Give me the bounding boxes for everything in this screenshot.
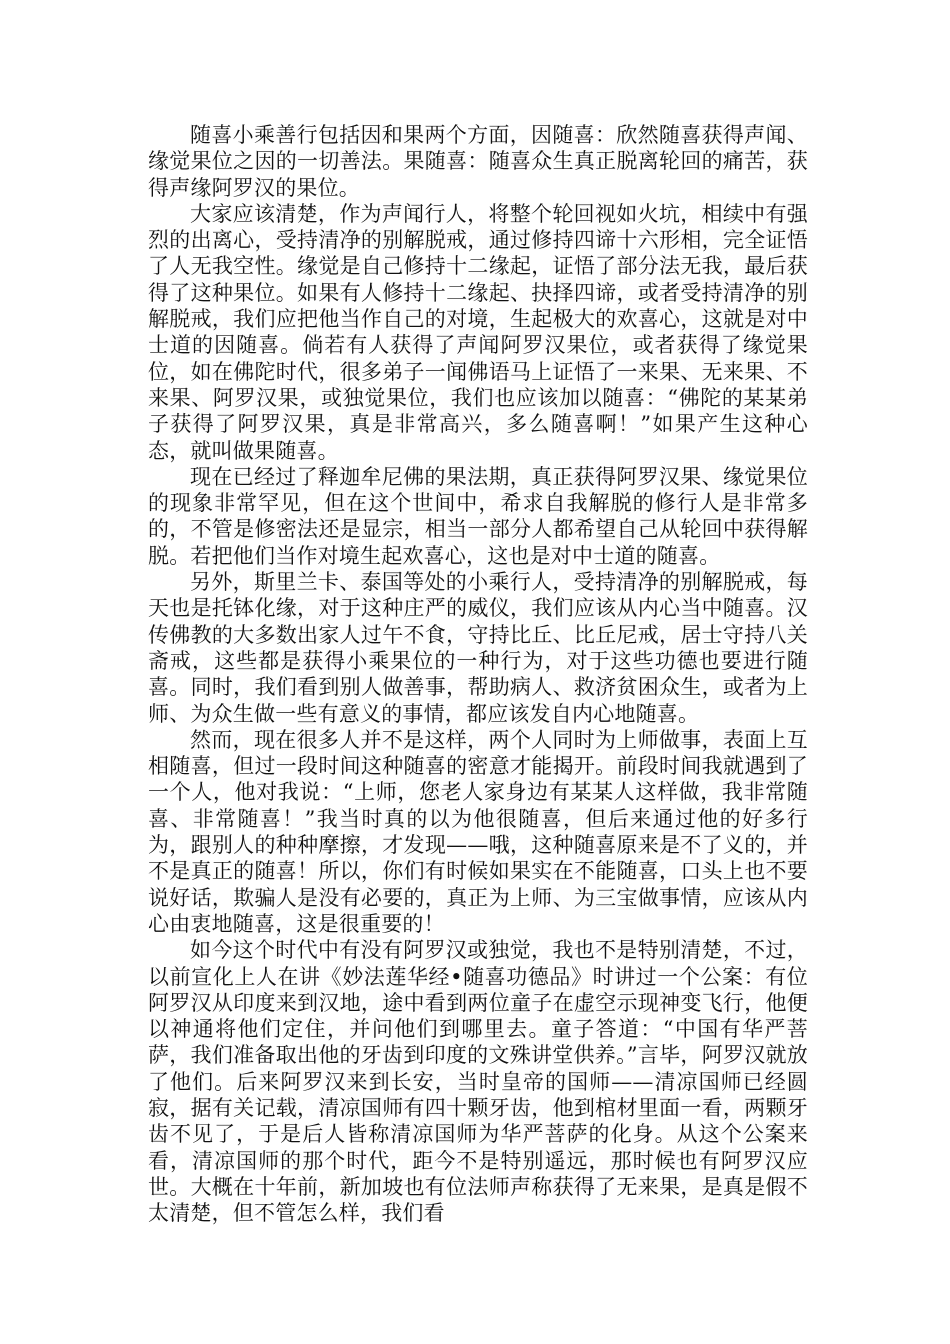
paragraph-3: 现在已经过了释迦牟尼佛的果法期，真正获得阿罗汉果、缘觉果位的现象非常罕见，但在这个世间中，希求自我解脱的修行人是非常多的，不管是修密法还是显宗，相当一部分人都希望自己从轮回中获得解脱。若把他们当作对境生起欢喜心，这也是对中士道的随喜。 (148, 464, 808, 568)
paragraph-1: 随喜小乘善行包括因和果两个方面，因随喜：欣然随喜获得声闻、缘觉果位之因的一切善法。果随喜：随喜众生真正脱离轮回的痛苦，获得声缘阿罗汉的果位。 (148, 123, 808, 200)
paragraph-5: 然而，现在很多人并不是这样，两个人同时为上师做事，表面上互相随喜，但过一段时间这种随喜的密意才能揭开。前段时间我就遇到了一个人，他对我说：“上师，您老人家身边有某某人这样做，我非常随喜、非常随喜！”我当时真的以为他很随喜，但后来通过他的好多行为，跟别人的种种摩擦，才发现——哦，这种随喜原来是不了义的，并不是真正的随喜！所以，你们有时候如果实在不能随喜，口头上也不要说好话，欺骗人是没有必要的，真正为上师、为三宝做事情，应该从内心由衷地随喜，这是很重要的！ (148, 727, 808, 936)
document-body (148, 122, 808, 1226)
paragraph-2: 大家应该清楚，作为声闻行人，将整个轮回视如火坑，相续中有强烈的出离心，受持清净的别解脱戒，通过修持四谛十六形相，完全证悟了人无我空性。缘觉是自己修持十二缘起，证悟了部分法无我，最后获得了这种果位。如果有人修持十二缘起、抉择四谛，或者受持清净的别解脱戒，我们应把他当作自己的对境，生起极大的欢喜心，这就是对中士道的因随喜。倘若有人获得了声闻阿罗汉果位，或者获得了缘觉果位，如在佛陀时代，很多弟子一闻佛语马上证悟了一来果、无来果、不来果、阿罗汉果，或独觉果位，我们也应该加以随喜：“佛陀的某某弟子获得了阿罗汉果，真是非常高兴，多么随喜啊！”如果产生这种心态，就叫做果随喜。 (148, 201, 808, 463)
paragraph-6: 如今这个时代中有没有阿罗汉或独觉，我也不是特别清楚，不过，以前宣化上人在讲《妙法莲华经•随喜功德品》时讲过一个公案：有位阿罗汉从印度来到汉地，途中看到两位童子在虚空示现神变飞行，他便以神通将他们定住，并问他们到哪里去。童子答道：“中国有华严菩萨，我们准备取出他的牙齿到印度的文殊讲堂供养。”言毕，阿罗汉就放了他们。后来阿罗汉来到长安，当时皇帝的国师——清凉国师已经圆寂，据有关记载，清凉国师有四十颗牙齿，他到棺材里面一看，两颗牙齿不见了，于是后人皆称清凉国师为华严菩萨的化身。从这个公案来看，清凉国师的那个时代，距今不是特别遥远，那时候也有阿罗汉应世。大概在十年前，新加坡也有位法师声称获得了无来果，是真是假不太清楚，但不管怎么样，我们看 (148, 938, 808, 1226)
paragraph-4: 另外，斯里兰卡、泰国等处的小乘行人，受持清净的别解脱戒，每天也是托钵化缘，对于这种庄严的威仪，我们应该从内心当中随喜。汉传佛教的大多数出家人过午不食，守持比丘、比丘尼戒，居士守持八关斋戒，这些都是获得小乘果位的一种行为，对于这些功德也要进行随喜。同时，我们看到别人做善事，帮助病人、救济贫困众生，或者为上师、为众生做一些有意义的事情，都应该发自内心地随喜。 (148, 570, 808, 726)
